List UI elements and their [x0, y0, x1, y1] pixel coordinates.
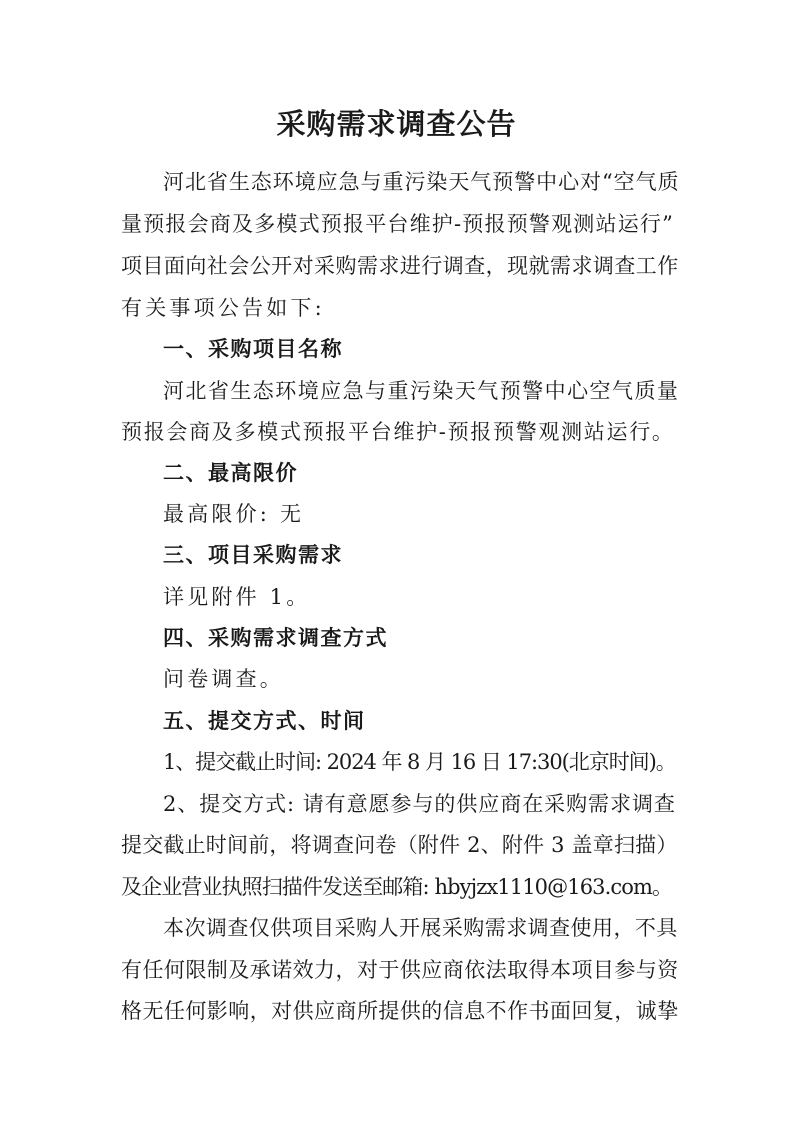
paragraph-line: 最高限价: 无	[163, 502, 305, 526]
paragraph-line: 河北省生态环境应急与重污染天气预警中心对“空气质	[163, 170, 680, 194]
paragraph-line: 河北省生态环境应急与重污染天气预警中心空气质量	[163, 379, 680, 403]
paragraph-line: 预报会商及多模式预报平台维护-预报预警观测站运行。	[121, 420, 675, 444]
section-heading: 四、采购需求调查方式	[163, 626, 388, 650]
paragraph-line: 及企业营业执照扫描件发送至邮箱: hbyjzx1110@163.com。	[121, 875, 673, 899]
paragraph-line: 问卷调查。	[163, 667, 284, 691]
paragraph-line: 本次调查仅供项目采购人开展采购需求调查使用，不具	[163, 916, 678, 940]
section-heading: 三、项目采购需求	[163, 543, 343, 567]
paragraph-line: 量预报会商及多模式预报平台维护-预报预警观测站运行”	[121, 212, 675, 236]
section-heading: 五、提交方式、时间	[163, 709, 366, 733]
section-heading: 二、最高限价	[163, 461, 298, 485]
page-title: 采购需求调查公告	[276, 107, 517, 141]
paragraph-line: 2、提交方式: 请有意愿参与的供应商在采购需求调查	[163, 792, 676, 816]
paragraph-line: 有关事项公告如下:	[121, 296, 325, 320]
paragraph-line: 详见附件 1。	[163, 585, 311, 609]
paragraph-line: 项目面向社会公开对采购需求进行调查，现就需求调查工作	[121, 254, 679, 278]
section-heading: 一、采购项目名称	[163, 337, 343, 361]
paragraph-line: 有任何限制及承诺效力，对于供应商依法取得本项目参与资	[121, 958, 679, 982]
paragraph-line: 1、提交截止时间: 2024 年 8 月 16 日 17:30(北京时间)。	[163, 750, 676, 774]
paragraph-line: 提交截止时间前，将调查问卷（附件 2、附件 3 盖章扫描）	[121, 833, 678, 857]
paragraph-line: 格无任何影响，对供应商所提供的信息不作书面回复，诚挚	[121, 999, 679, 1023]
